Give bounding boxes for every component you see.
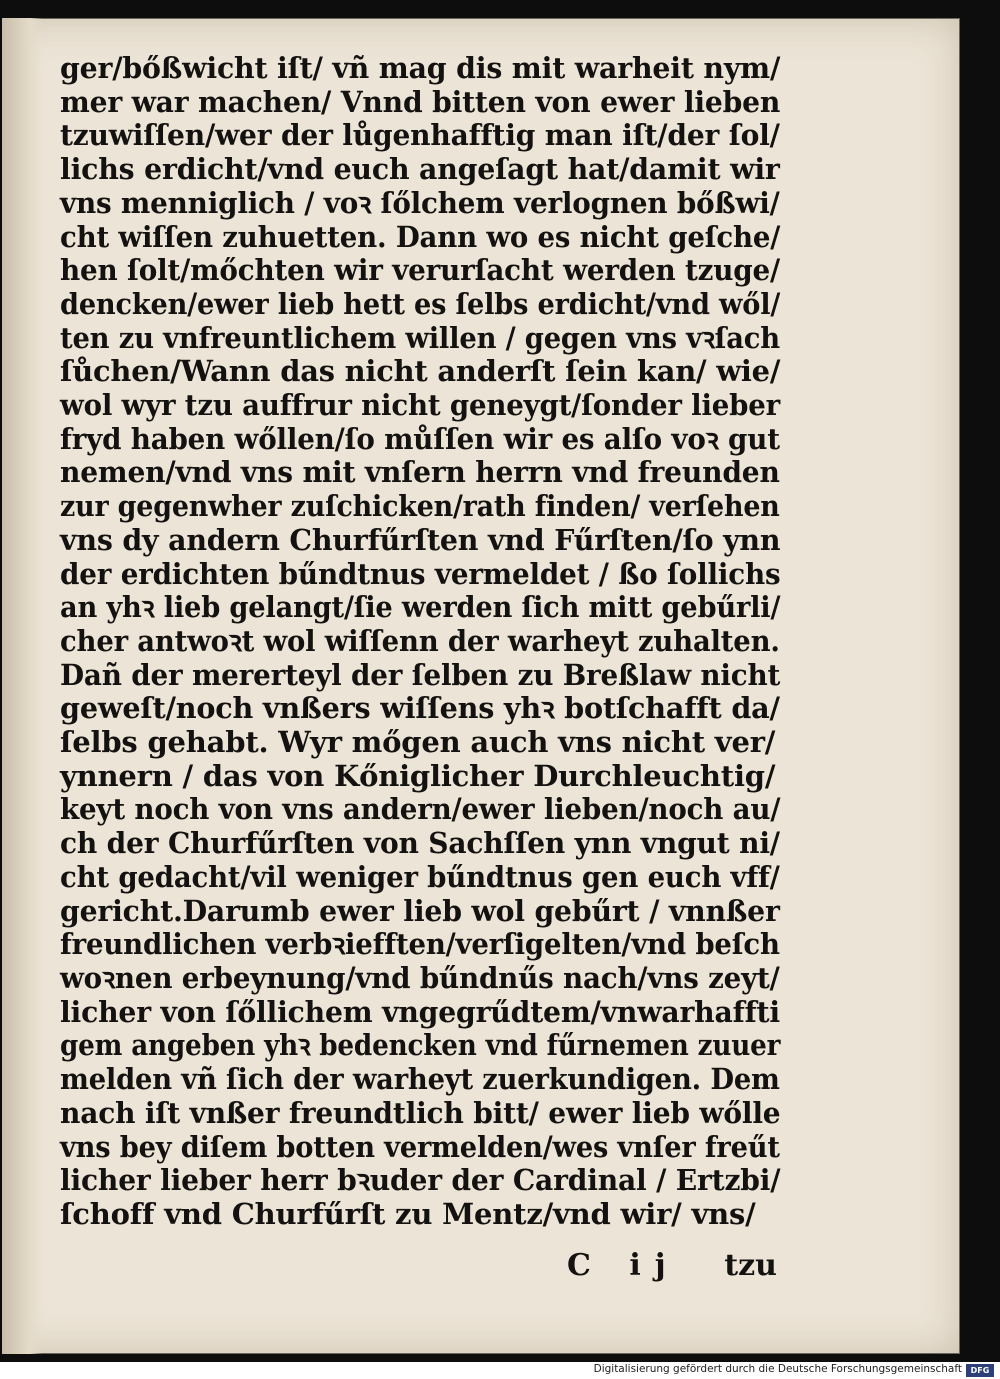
text-line: hen ſolt/mőchten wir verurſacht werden tzuge/ [60, 253, 781, 288]
text-line: der erdichten bűndtnus vermeldet / ßo ſollichs [60, 556, 781, 591]
text-line: nemen/vnd vns mit vnſern herrn vnd freunden [60, 455, 780, 490]
text-line: gericht.Darumb ewer lieb wol gebűrt / vnnßer [60, 893, 780, 928]
text-line: cht gedacht/vil weniger bűndtnus gen euch vff/ [60, 859, 780, 894]
text-line: keyt noch von vns andern/ewer lieben/noch au/ [60, 792, 781, 827]
text-line: ch der Churfűrſten von Sachſſen ynn vngut ni/ [60, 826, 780, 861]
text-line: ſchoff vnd Churfűrſt zu Mentz/vnd wir/ vns/ [60, 1196, 756, 1231]
text-line: geweſt/noch vnßers wiſſens yhꝛ botſchafft da/ [60, 691, 780, 726]
text-line: mer war machen/ Vnnd bitten von ewer lieben [60, 84, 781, 119]
book-page [2, 18, 960, 1354]
catchword: tzu [724, 1248, 777, 1283]
funding-credit: Digitalisierung gefördert durch die Deutsche Forschungsgemeinschaft [593, 1363, 962, 1375]
text-line: ger/bőßwicht iſt/ vñ mag dis mit warheit nym/ [60, 51, 781, 85]
text-line: nach iſt vnßer freundtlich bitt/ ewer lieb wőlle [60, 1095, 781, 1130]
text-line: ſelbs gehabt. Wyr mőgen auch vns nicht ver/ [60, 725, 776, 760]
text-line: ſůchen/Wann das nicht anderſt ſein kan/ wie/ [60, 354, 781, 389]
text-line: zur gegenwher zuſchicken/rath finden/ verſehen [60, 489, 780, 524]
text-line: melden vñ ſich der warheyt zuerkundigen. Dem [60, 1062, 780, 1097]
text-line: dencken/ewer lieb hett es ſelbs erdicht/vnd wől/ [60, 286, 781, 321]
text-line: vns bey diſem botten vermelden/wes vnſer freűt [60, 1129, 780, 1164]
text-line: lichs erdicht/vnd euch angeſagt hat/damit wir [60, 152, 780, 187]
text-line: ynnern / das von Kőniglicher Durchleuchtig/ [60, 758, 776, 793]
text-line: ten zu vnfreuntlichem willen / gegen vns vꝛſach [60, 320, 780, 355]
text-line: licher lieber herr bꝛuder der Cardinal / Ertzbi/ [60, 1163, 781, 1198]
text-line: tzuwiſſen/wer der lůgenhafftig man iſt/der ſol/ [60, 118, 780, 153]
page-text [60, 52, 780, 1232]
text-line: freundlichen verbꝛiefften/verſigelten/vnd beſch [60, 927, 780, 962]
footer-bar [0, 1362, 1000, 1379]
text-line: woꝛnen erbeynung/vnd bűndnűs nach/vns zeyt/ [60, 960, 780, 995]
text-line: cht wiſſen zuhuetten. Dann wo es nicht geſche/ [60, 219, 781, 254]
text-line: wol wyr tzu auffrur nicht geneygt/ſonder lieber [60, 388, 781, 423]
text-line: licher von ſőllichem vngegrűdtem/vnwarhaffti [60, 994, 780, 1029]
text-line: gem angeben yhꝛ bedencken vnd fűrnemen zuuer [60, 1028, 781, 1063]
text-line: Dañ der mererteyl der ſelben zu Breßlaw nicht [60, 657, 781, 692]
text-line: fryd haben wőllen/ſo můſſen wir es alſo voꝛ gut [60, 421, 780, 456]
dfg-logo: DFG [966, 1364, 994, 1377]
page-foot [567, 1248, 777, 1283]
text-line: cher antwoꝛt wol wiſſenn der warheyt zuhalten. [60, 623, 780, 658]
signature-mark: C ij [567, 1248, 680, 1283]
text-line: an yhꝛ lieb gelangt/ſie werden ſich mitt gebűrli/ [60, 590, 781, 625]
text-line: vns dy andern Churfűrſten vnd Fűrſten/ſo ynn [60, 522, 781, 557]
page-gutter [2, 18, 42, 1354]
text-line: vns menniglich / voꝛ ſőlchem verlognen bőßwi/ [60, 185, 780, 220]
